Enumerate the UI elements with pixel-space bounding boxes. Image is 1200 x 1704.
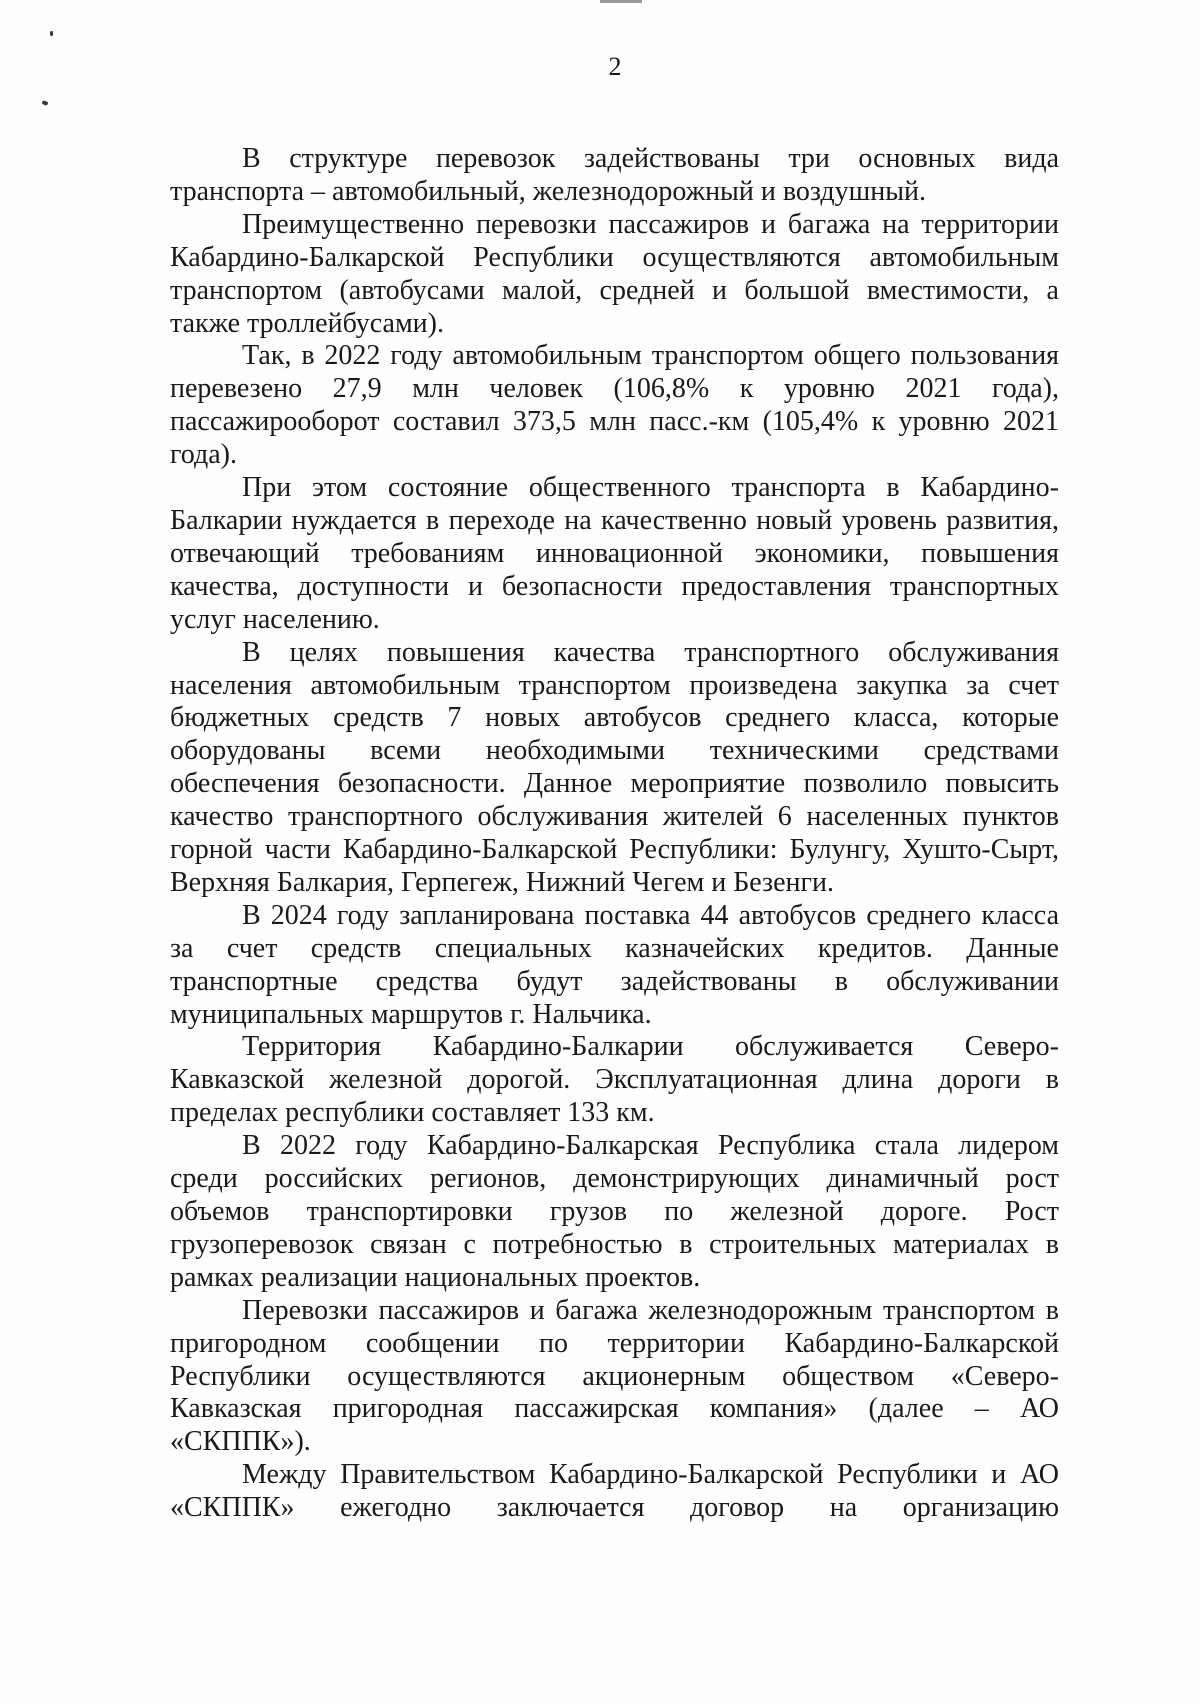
paragraph-railway-territory: Территория Кабардино-Балкарии обслуживается Северо-Кавказской железной дорогой. Эксплуатационная длина дороги в пределах республики составляет 133 км. bbox=[170, 1031, 1059, 1129]
paragraph-2022-statistics: Так, в 2022 году автомобильным транспортом общего пользования перевезено 27,9 млн человек (106,8% к уровню 2021 года), пассажирооборот составил 373,5 млн пасс.-км (105,4% к уровню 2021 года). bbox=[170, 340, 1059, 471]
document-body bbox=[170, 143, 1059, 1525]
paragraph-government-contract: Между Правительством Кабардино-Балкарской Республики и АО «СКППК» ежегодно заключается договор на организацию bbox=[170, 1459, 1059, 1524]
paragraph-transport-types: В структуре перевозок задействованы три основных вида транспорта – автомобильный, железнодорожный и воздушный. bbox=[170, 143, 1059, 207]
scan-artifact-mark bbox=[41, 100, 48, 106]
paragraph-2024-plan: В 2024 году запланирована поставка 44 автобусов среднего класса за счет средств специальных казначейских кредитов. Данные транспортные средства будут задействованы в обслуживании муниципальных маршрутов г. Нальчика. bbox=[170, 899, 1059, 1030]
scan-artifact-top bbox=[600, 0, 642, 3]
page-number: 2 bbox=[608, 52, 622, 81]
paragraph-public-transport-state: При этом состояние общественного транспорта в Кабардино-Балкарии нуждается в переходе на качественно новый уровень развития, отвечающий требованиям инновационной экономики, повышения качества, доступности и безопасности предоставления транспортных услуг населению. bbox=[170, 472, 1059, 635]
paragraph-bus-purchase: В целях повышения качества транспортного обслуживания населения автомобильным транспортом произведена закупка за счет бюджетных средств 7 новых автобусов среднего класса, которые оборудованы всеми необходимыми техническими средствами обеспечения безопасности. Данное мероприятие позволило повысить качество транспортного обслуживания жителей 6 населенных пунктов горной части Кабардино-Балкарской Республики: Булунгу, Хушто-Сырт, Верхняя Балкария, Герпегеж, Нижний Чегем и Безенги. bbox=[170, 636, 1059, 898]
paragraph-road-transport: Преимущественно перевозки пассажиров и багажа на территории Кабардино-Балкарской Республики осуществляются автомобильным транспортом (автобусами малой, средней и большой вместимости, а также троллейбусами). bbox=[170, 208, 1059, 339]
paragraph-suburban-passengers: Перевозки пассажиров и багажа железнодорожным транспортом в пригородном сообщении по территории Кабардино-Балкарской Республики осуществляются акционерным обществом «Северо-Кавказская пригородная пассажирская компания» (далее – АО «СКППК»). bbox=[170, 1294, 1059, 1458]
paragraph-railway-cargo: В 2022 году Кабардино-Балкарская Республика стала лидером среди российских регионов, демонстрирующих динамичный рост объемов транспортировки грузов по железной дороге. Рост грузоперевозок связан с потребностью в строительных материалах в рамках реализации национальных проектов. bbox=[170, 1130, 1059, 1293]
scan-artifact-mark bbox=[50, 31, 53, 36]
